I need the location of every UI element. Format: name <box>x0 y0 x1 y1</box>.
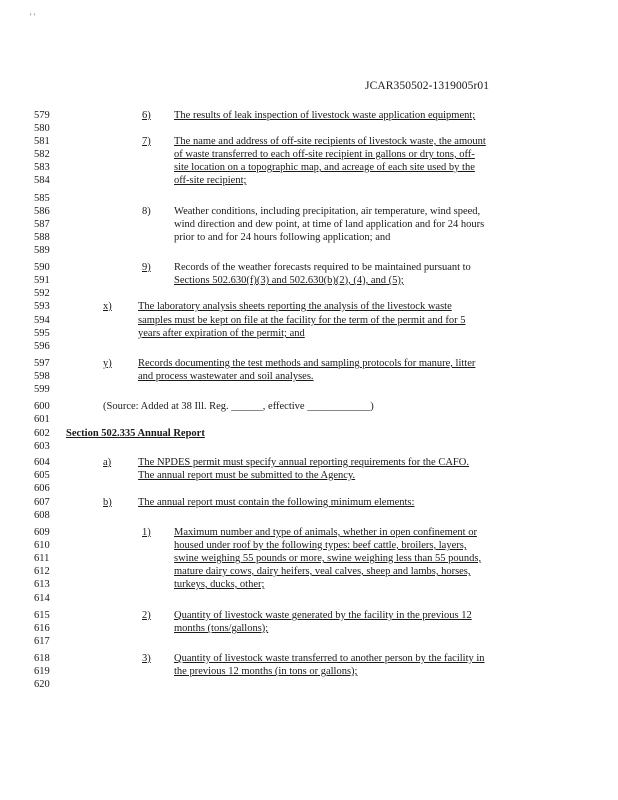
line-number: 582 <box>34 149 50 160</box>
line-number: 609 <box>34 527 50 538</box>
line-number: 581 <box>34 136 50 147</box>
line-number: 597 <box>34 358 50 369</box>
item-text: The annual report must be submitted to the Agency. <box>138 470 356 481</box>
item-label: x) <box>103 301 112 312</box>
item-text: samples must be kept on file at the facility for the term of the permit and for 5 <box>138 315 466 326</box>
line-number: 610 <box>34 540 50 551</box>
item-text: mature dairy cows, dairy heifers, veal calves, sheep and lambs, horses, <box>174 566 471 577</box>
item-text: off-site recipient; <box>174 175 247 186</box>
line-number: 599 <box>34 384 50 395</box>
item-text: Sections 502.630(f)(3) and 502.630(b)(2), (4), and (5); <box>174 275 404 286</box>
item-label: 3) <box>142 653 151 664</box>
line-number: 590 <box>34 262 50 273</box>
line-number: 588 <box>34 232 50 243</box>
line-number: 594 <box>34 315 50 326</box>
item-text: Records documenting the test methods and sampling protocols for manure, litter <box>138 358 476 369</box>
item-label: 2) <box>142 610 151 621</box>
line-number: 584 <box>34 175 50 186</box>
item-label: y) <box>103 358 112 369</box>
line-number: 614 <box>34 593 50 604</box>
item-label: 6) <box>142 110 151 121</box>
line-number: 598 <box>34 371 50 382</box>
item-text: wind direction and dew point, at time of land application and for 24 hours <box>174 219 485 230</box>
item-text: Weather conditions, including precipitation, air temperature, wind speed, <box>174 206 481 217</box>
item-text: the previous 12 months (in tons or gallons); <box>174 666 358 677</box>
line-number: 583 <box>34 162 50 173</box>
item-text: Records of the weather forecasts required to be maintained pursuant to <box>174 262 471 273</box>
line-number: 602 <box>34 428 50 439</box>
line-number: 591 <box>34 275 50 286</box>
item-text: of waste transferred to each off-site recipient in gallons or dry tons, off- <box>174 149 475 160</box>
item-text: Quantity of livestock waste generated by the facility in the previous 12 <box>174 610 472 621</box>
line-number: 611 <box>34 553 50 564</box>
item-text: The annual report must contain the following minimum elements: <box>138 497 415 508</box>
item-text: and process wastewater and soil analyses. <box>138 371 314 382</box>
page-corner-marks: ' ' <box>30 12 35 21</box>
line-number: 586 <box>34 206 50 217</box>
line-number: 587 <box>34 219 50 230</box>
line-number: 615 <box>34 610 50 621</box>
item-text: The name and address of off-site recipients of livestock waste, the amount <box>174 136 486 147</box>
line-number: 592 <box>34 288 50 299</box>
line-number: 595 <box>34 328 50 339</box>
line-number: 616 <box>34 623 50 634</box>
item-text: The laboratory analysis sheets reporting the analysis of the livestock waste <box>138 301 452 312</box>
line-number: 600 <box>34 401 50 412</box>
item-text: The results of leak inspection of livestock waste application equipment; <box>174 110 476 121</box>
line-number: 589 <box>34 245 50 256</box>
line-number: 618 <box>34 653 50 664</box>
item-label: 8) <box>142 206 151 217</box>
line-number: 596 <box>34 341 50 352</box>
line-number: 613 <box>34 579 50 590</box>
item-text: Maximum number and type of animals, whether in open confinement or <box>174 527 477 538</box>
item-text: The NPDES permit must specify annual reporting requirements for the CAFO. <box>138 457 469 468</box>
line-number: 579 <box>34 110 50 121</box>
item-text: Quantity of livestock waste transferred to another person by the facility in <box>174 653 485 664</box>
source-note: (Source: Added at 38 Ill. Reg. ______, effective ____________) <box>103 401 374 412</box>
line-number: 619 <box>34 666 50 677</box>
line-number: 617 <box>34 636 50 647</box>
section-heading: Section 502.335 Annual Report <box>66 428 205 439</box>
item-label: b) <box>103 497 112 508</box>
item-text: prior to and for 24 hours following application; and <box>174 232 391 243</box>
item-text: months (tons/gallons); <box>174 623 269 634</box>
line-number: 601 <box>34 414 50 425</box>
line-number: 612 <box>34 566 50 577</box>
item-label: a) <box>103 457 112 468</box>
item-text: swine weighing 55 pounds or more, swine weighing less than 55 pounds, <box>174 553 482 564</box>
document-id-header: JCAR350502-1319005r01 <box>365 80 490 92</box>
line-number: 603 <box>34 441 50 452</box>
item-text: site location on a topographic map, and acreage of each site used by the <box>174 162 475 173</box>
item-text: turkeys, ducks, other; <box>174 579 265 590</box>
item-label: 1) <box>142 527 151 538</box>
line-number: 606 <box>34 483 50 494</box>
item-text: housed under roof by the following types: beef cattle, broilers, layers, <box>174 540 467 551</box>
item-text: years after expiration of the permit; and <box>138 328 305 339</box>
line-number: 580 <box>34 123 50 134</box>
line-number: 607 <box>34 497 50 508</box>
item-label: 7) <box>142 136 151 147</box>
line-number: 608 <box>34 510 50 521</box>
line-number: 620 <box>34 679 50 690</box>
line-number: 604 <box>34 457 50 468</box>
line-number: 605 <box>34 470 50 481</box>
line-number: 593 <box>34 301 50 312</box>
line-number: 585 <box>34 193 50 204</box>
item-label: 9) <box>142 262 151 273</box>
